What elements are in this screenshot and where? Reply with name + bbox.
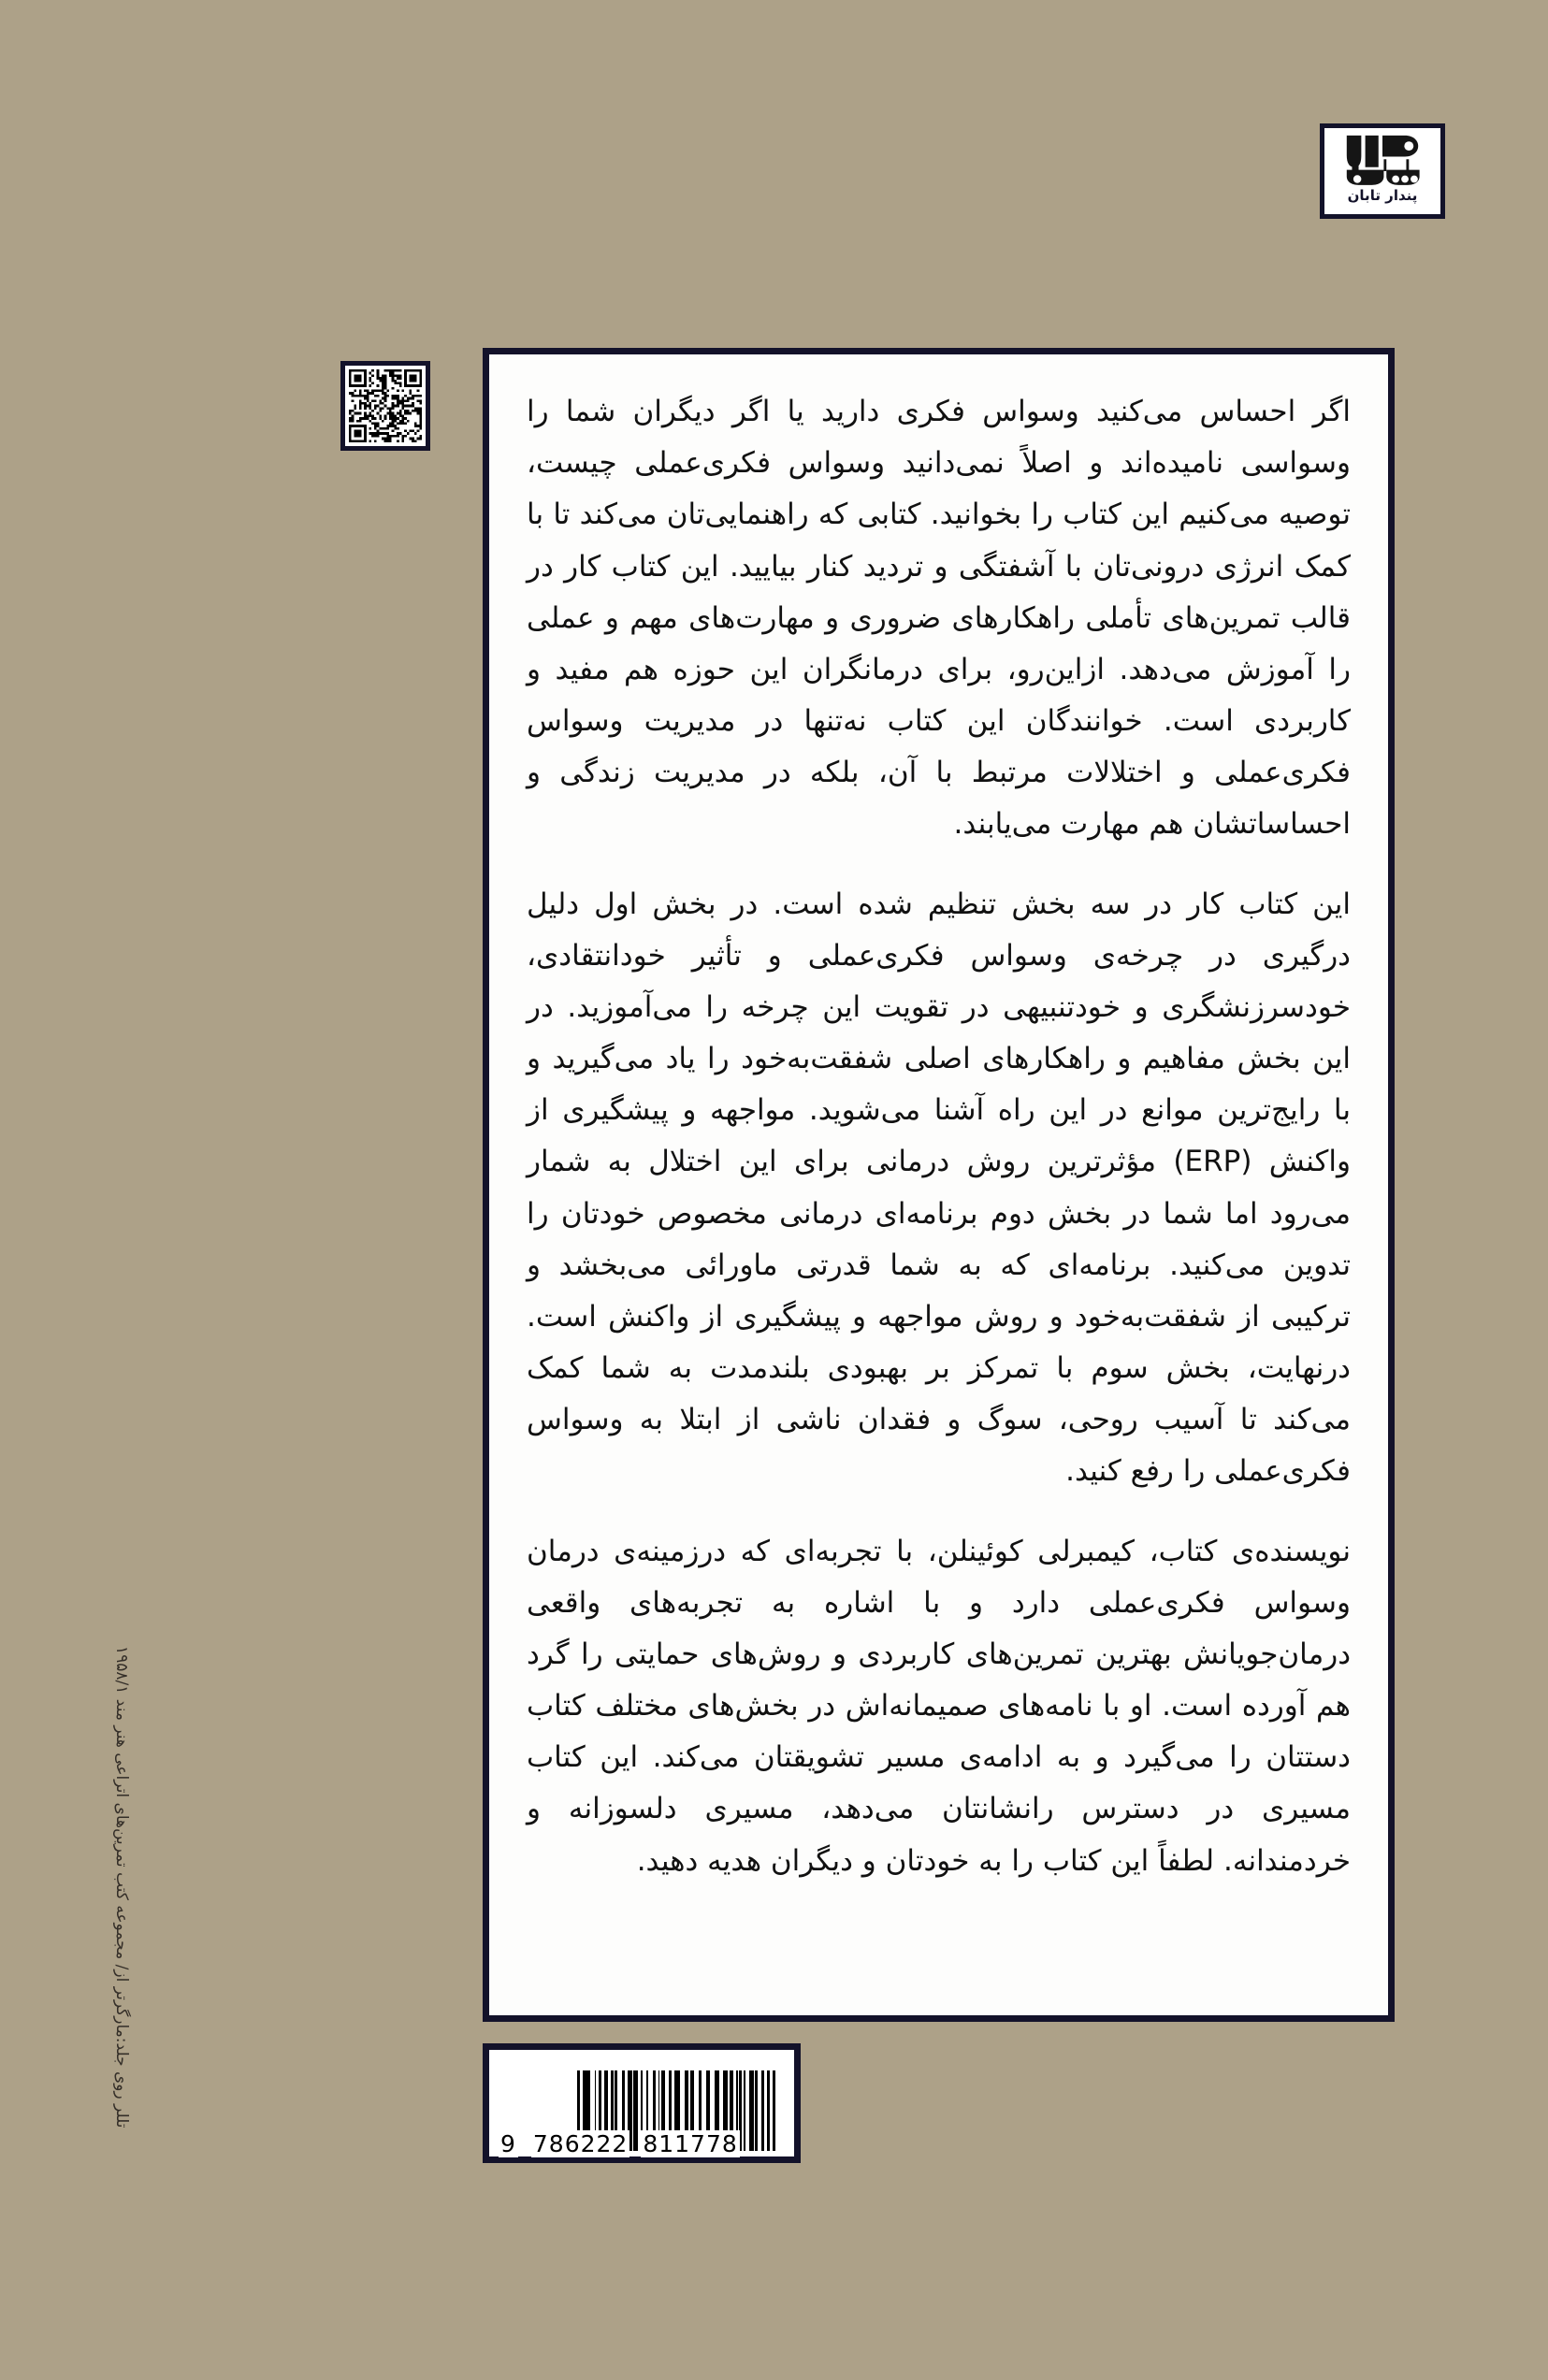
qr-code-block[interactable] bbox=[340, 361, 430, 451]
isbn-group-1: 786222 bbox=[532, 2130, 629, 2157]
isbn-lead-digit: 9 bbox=[500, 2130, 516, 2157]
blurb-paragraph-2: این کتاب کار در سه بخش تنظیم شده است. در بخش اول دلیل درگیری در چرخه‌ی وسواس فکری‌عملی و تأثیر خودانتقادی، خودسرزنشگری و خودتنبیهی در تقویت این چرخه را می‌آموزید. در این بخش مفاهیم و راهکارهای اصلی شفقت‌به‌خود را یاد می‌گیرید و با رایج‌ترین موانع در این راه آشنا می‌شوید. مواجهه و پیشگیری از واکنش (ERP) مؤثرترین روش درمانی برای این اختلال به شمار می‌رود اما شما در بخش دوم برنامه‌ای درمانی مخصوص خودتان را تدوین می‌کنید. برنامه‌ای که به شما قدرتی ماورائی می‌بخشد و ترکیبی از شفقت‌به‌خود و روش مواجهه و پیشگیری از واکنش است. درنهایت، بخش سوم با تمرکز بر بهبودی بلندمدت به شما کمک می‌کند تا آسیب روحی، سوگ و فقدان ناشی از ابتلا به وسواس فکری‌عملی را رفع کنید. bbox=[527, 887, 1351, 1489]
publisher-name: پندار تابان bbox=[1347, 187, 1418, 204]
isbn-group-2: 811778 bbox=[643, 2130, 738, 2157]
back-cover-blurb-panel bbox=[483, 348, 1395, 2022]
qr-code-icon bbox=[349, 369, 422, 442]
spine-credit-label: تللر روی جلد:مارگرتر از/ مجموعه کتب تمرین‌های اتراعی هنر مند ۱۹۵۸/۱ bbox=[112, 1646, 131, 2128]
blurb-paragraph-1: اگر احساس می‌کنید وسواس فکری دارید یا اگر دیگران شما را وسواسی نامیده‌اند و اصلاً نمی‌دانید وسواس فکری‌عملی چیست، توصیه می‌کنیم این کتاب را بخوانید. کتابی که راهنمایی‌تان می‌کند تا با کمک انرژی درونی‌تان با آشفتگی و تردید کنار بیایید. این کتاب کار در قالب تمرین‌های تأملی راهکارهای ضروری و مهارت‌های مهم و عملی را آموزش می‌دهد. ازاین‌رو، برای درمانگران این حوزه هم مفید و کاربردی است. خوانندگان این کتاب نه‌تنها در مدیریت وسواس فکری‌عملی و اختلالات مرتبط با آن، بلکه در مدیریت زندگی و احساساتشان هم مهارت می‌یابند. bbox=[527, 395, 1351, 842]
isbn-number bbox=[495, 2130, 788, 2155]
barcode-block bbox=[483, 2043, 801, 2163]
publisher-logo-block bbox=[1320, 123, 1445, 219]
blurb-paragraph-3: نویسنده‌ی کتاب، کیمبرلی کوئینلن، با تجربه‌ای که درزمینه‌ی درمان وسواس فکری‌عملی دارد و با اشاره به تجربه‌های واقعی درمان‌جویانش بهترین تمرین‌های کاربردی و روش‌های حمایتی را گرد هم آورده است. او با نامه‌های صمیمانه‌اش در بخش‌های مختلف کتاب دستتان را می‌گیرد و به ادامه‌ی مسیر تشویقتان می‌کند. این کتاب مسیری در دسترس رانشانتان می‌دهد، مسیری دلسوزانه و خردمندانه. لطفاً این کتاب را به خودتان و دیگران هدیه دهید. bbox=[527, 1534, 1351, 1878]
spine-credit-text bbox=[90, 1646, 135, 2357]
publisher-monogram-icon bbox=[1342, 133, 1423, 187]
